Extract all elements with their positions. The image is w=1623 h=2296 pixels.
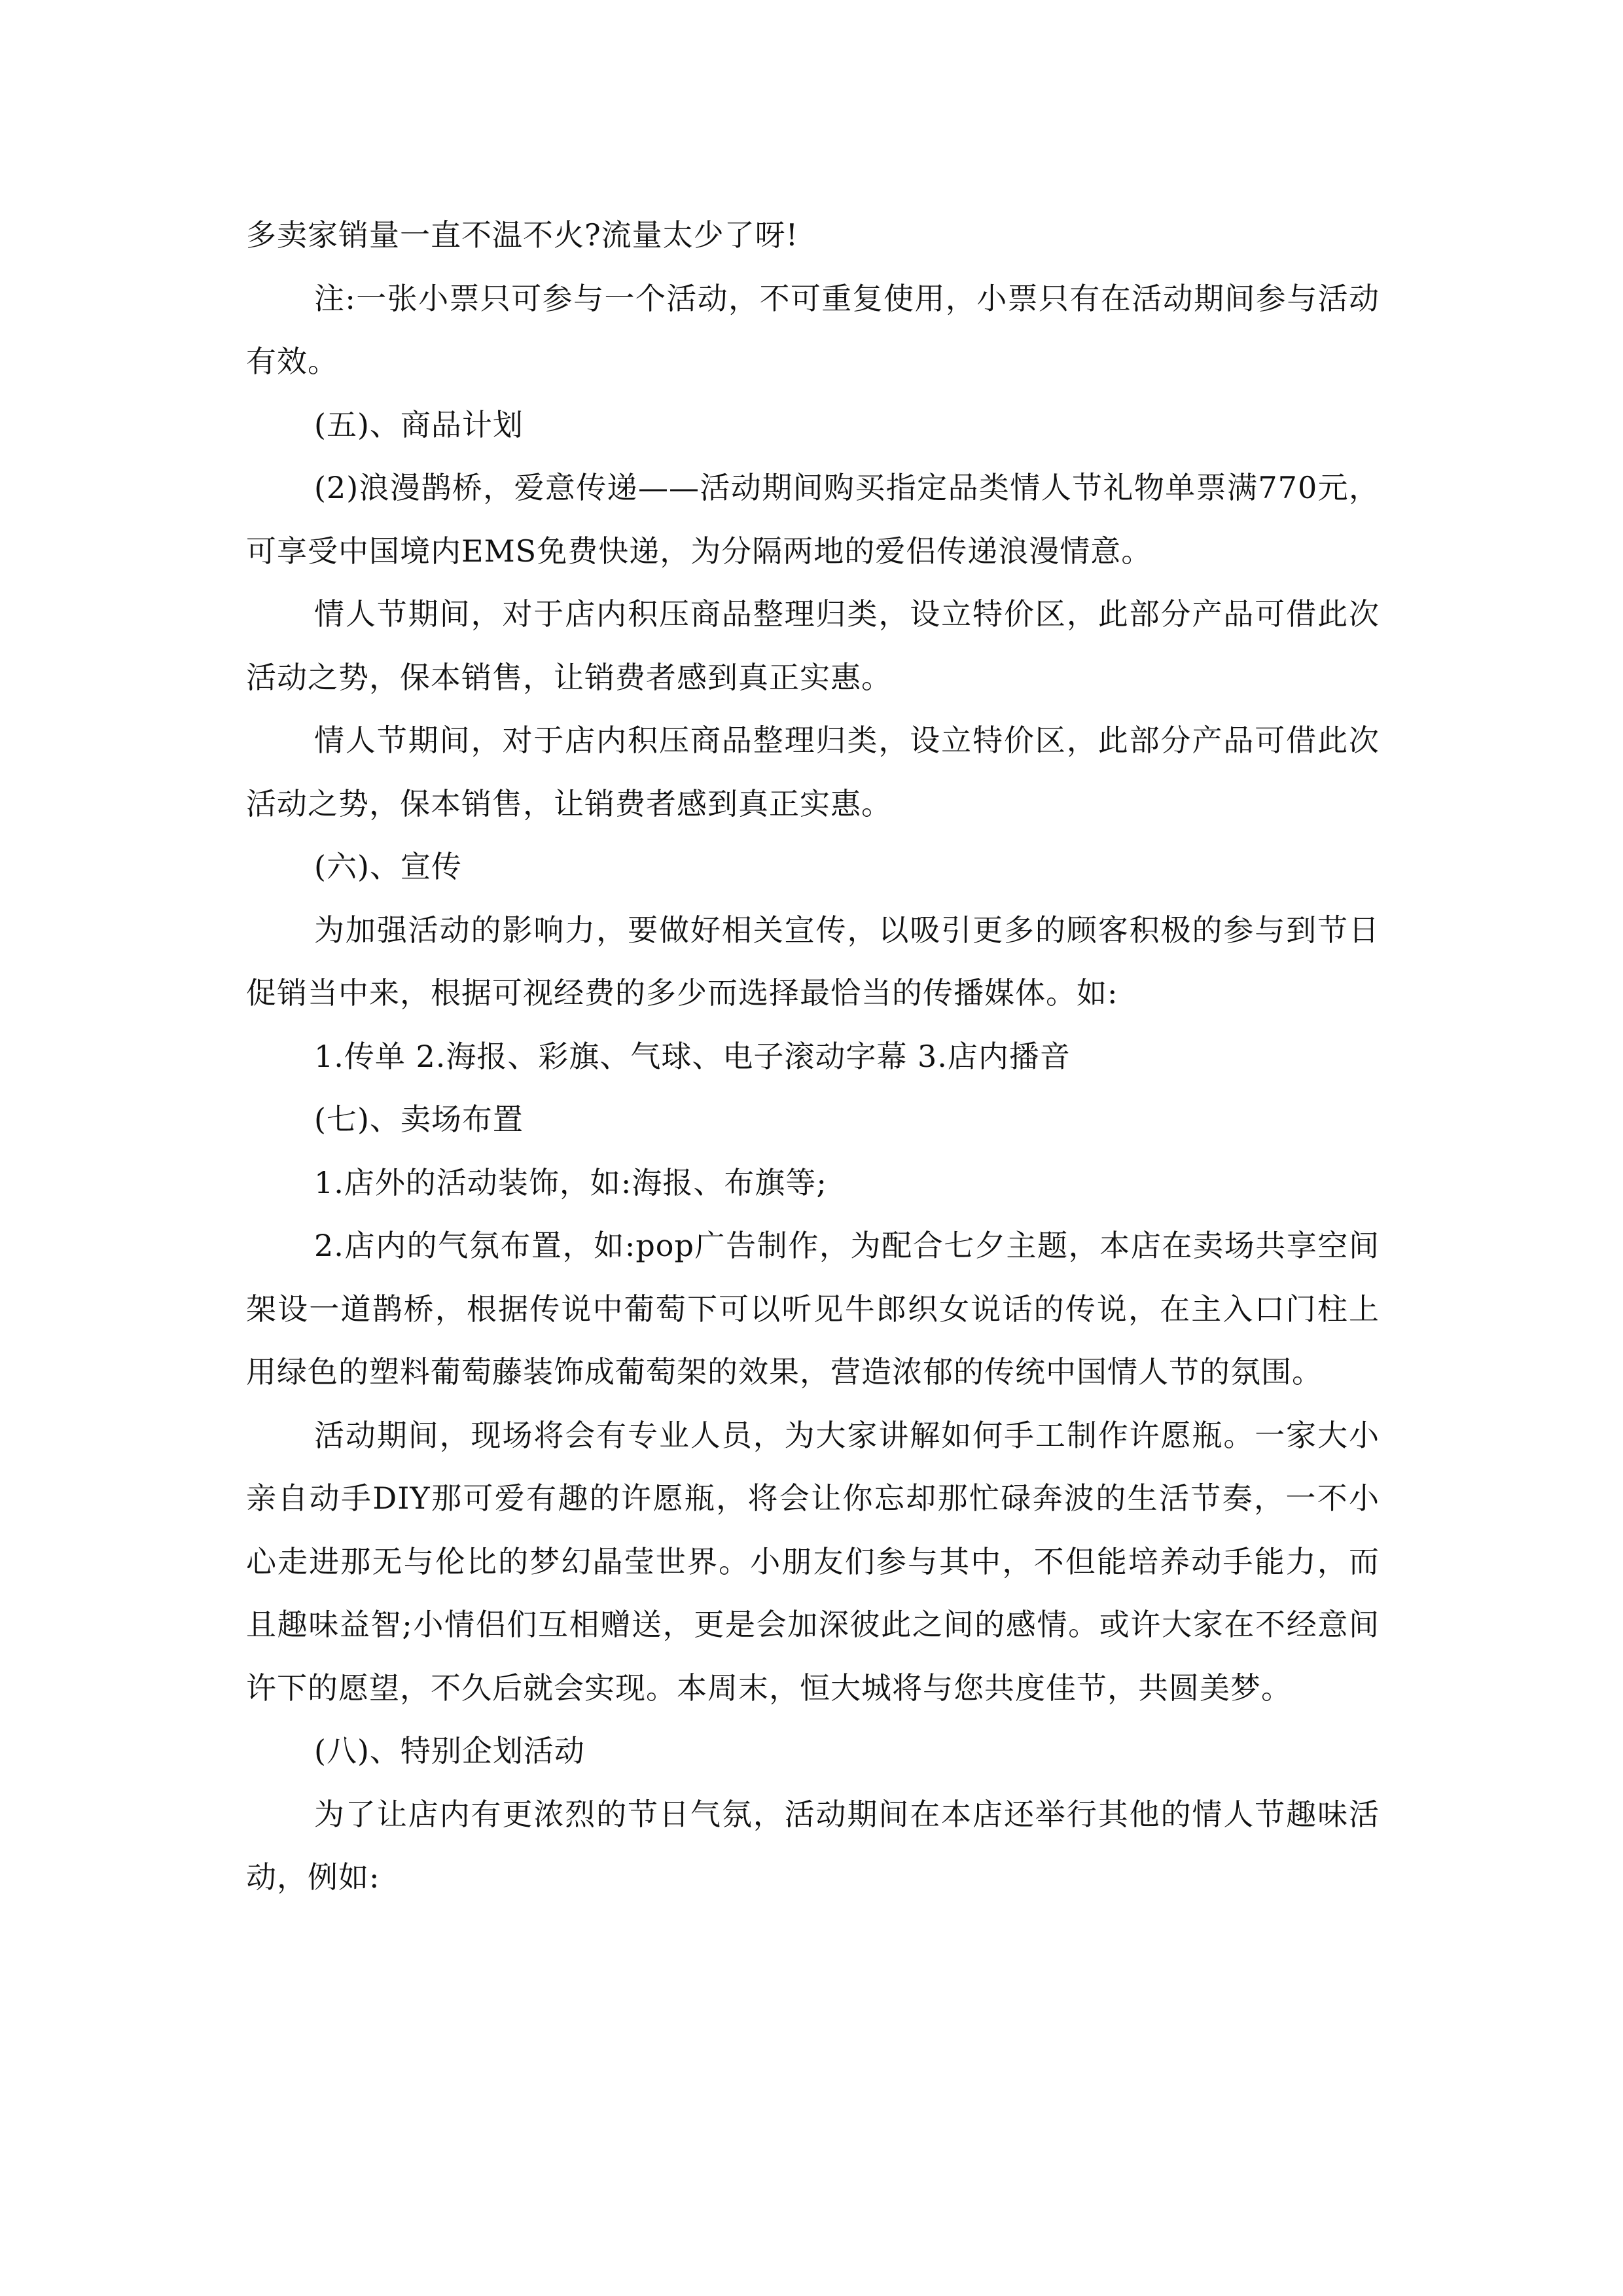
- paragraph-5: 情人节期间，对于店内积压商品整理归类，设立特价区，此部分产品可借此次活动之势，保本销售，让销费者感到真正实惠。: [246, 723, 1380, 821]
- section-heading-7: (七)、卖场布置: [314, 1102, 524, 1137]
- paragraph-6: 为加强活动的影响力，要做好相关宣传，以吸引更多的顾客积极的参与到节日促销当中来，根据可视经费的多少而选择最恰当的传播媒体。如:: [246, 912, 1380, 1011]
- section-heading-6: (六)、宣传: [314, 849, 462, 884]
- paragraph-4: 情人节期间，对于店内积压商品整理归类，设立特价区，此部分产品可借此次活动之势，保本销售，让销费者感到真正实惠。: [246, 596, 1380, 695]
- paragraph-1: 多卖家销量一直不温不火?流量太少了呀!: [246, 217, 799, 253]
- paragraph-9: 2.店内的气氛布置，如:pop广告制作，为配合七夕主题，本店在卖场共享空间架设一道鹊桥，根据传说中葡萄下可以听见牛郎织女说话的传说，在主入口门柱上用绿色的塑料葡萄藤装饰成葡萄架的效果，营造浓郁的传统中国情人节的氛围。: [246, 1228, 1380, 1390]
- paragraph-8: 1.店外的活动装饰，如:海报、布旗等;: [314, 1164, 827, 1200]
- document-body: [246, 204, 1380, 1909]
- paragraph-11: 为了让店内有更浓烈的节日气氛，活动期间在本店还举行其他的情人节趣味活动，例如:: [246, 1796, 1380, 1895]
- section-heading-8: (八)、特别企划活动: [314, 1733, 585, 1768]
- paragraph-3: (2)浪漫鹊桥，爱意传递——活动期间购买指定品类情人节礼物单票满770元，可享受中国境内EMS免费快递，为分隔两地的爱侣传递浪漫情意。: [246, 470, 1380, 569]
- paragraph-10: 活动期间，现场将会有专业人员，为大家讲解如何手工制作许愿瓶。一家大小亲自动手DIY那可爱有趣的许愿瓶，将会让你忘却那忙碌奔波的生活节奏，一不小心走进那无与伦比的梦幻晶莹世界。小朋友们参与其中，不但能培养动手能力，而且趣味益智;小情侣们互相赠送，更是会加深彼此之间的感情。或许大家在不经意间许下的愿望，不久后就会实现。本周末，恒大城将与您共度佳节，共圆美梦。: [246, 1417, 1380, 1706]
- paragraph-7: 1.传单 2.海报、彩旗、气球、电子滚动字幕 3.店内播音: [314, 1038, 1071, 1074]
- section-heading-5: (五)、商品计划: [314, 406, 524, 442]
- paragraph-2: 注:一张小票只可参与一个活动，不可重复使用，小票只有在活动期间参与活动有效。: [246, 280, 1380, 379]
